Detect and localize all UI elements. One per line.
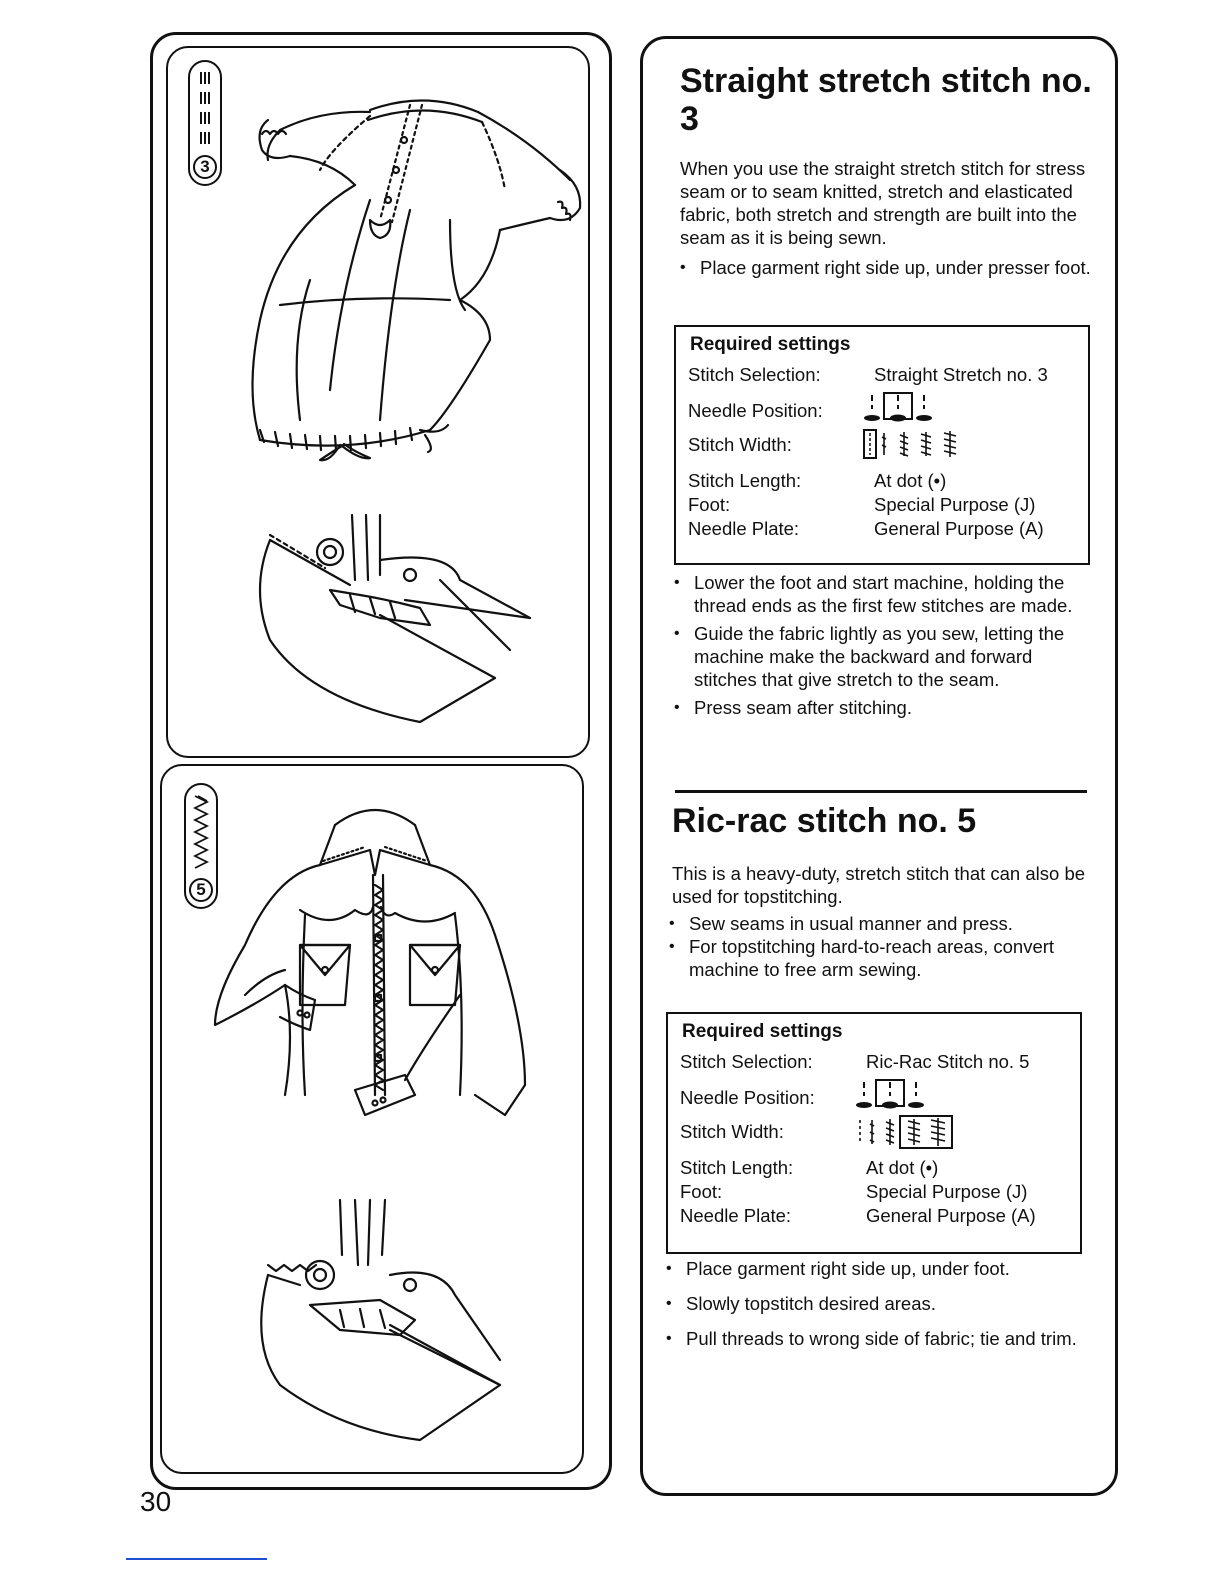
list-item: • Place garment right side up, under presser foot.	[678, 256, 1098, 279]
sewing-foot-ric-rac-illustration	[240, 1195, 520, 1445]
section-intro: This is a heavy-duty, stretch stitch that can also be used for topstitching.	[672, 863, 1086, 907]
section-title-ric-rac: Ric-rac stitch no. 5	[672, 802, 977, 840]
instruction-list	[664, 1257, 1086, 1362]
list-item: • Place garment right side up, under foot.	[664, 1257, 1086, 1280]
needle-position-center-icon	[854, 1076, 926, 1112]
setting-label: Needle Position:	[680, 1087, 815, 1108]
stitch-width-wide-icon	[854, 1114, 954, 1150]
required-settings-box	[674, 325, 1090, 565]
page-number: 30	[140, 1486, 172, 1517]
setting-label: Stitch Selection:	[688, 364, 821, 385]
setting-value: General Purpose (A)	[874, 518, 1044, 539]
setting-value: At dot (•)	[866, 1157, 939, 1178]
setting-label: Foot:	[680, 1181, 723, 1202]
list-item: • Guide the fabric lightly as you sew, letting the machine make the backward and forward stitches that give stretch to the seam.	[672, 622, 1092, 691]
stitch-number: 5	[189, 878, 213, 902]
setting-value: At dot (•)	[874, 470, 947, 491]
list-item: • Lower the foot and start machine, holding the thread ends as the first few stitches are made.	[672, 571, 1092, 617]
required-settings-box	[666, 1012, 1082, 1254]
setting-label: Stitch Width:	[688, 434, 792, 455]
needle-position-center-icon	[862, 389, 934, 425]
section-divider	[675, 790, 1087, 793]
smock-dress-illustration	[220, 90, 590, 470]
setting-label: Needle Plate:	[680, 1205, 792, 1226]
setting-label: Stitch Length:	[688, 470, 802, 491]
instruction-list	[672, 571, 1092, 724]
stitch-number: 3	[193, 155, 217, 179]
setting-value: Straight Stretch no. 3	[874, 364, 1048, 385]
list-item: • Pull threads to wrong side of fabric; tie and trim.	[664, 1327, 1086, 1350]
footer-rule	[126, 1558, 267, 1560]
list-item: • Slowly topstitch desired areas.	[664, 1292, 1086, 1315]
section-title-straight-stretch: Straight stretch stitch no. 3	[680, 62, 1092, 139]
setting-label: Needle Plate:	[688, 518, 800, 539]
setting-value: Ric-Rac Stitch no. 5	[866, 1051, 1030, 1072]
western-shirt-illustration	[205, 795, 545, 1130]
list-item: • Press seam after stitching.	[672, 696, 1092, 719]
setting-label: Stitch Selection:	[680, 1051, 813, 1072]
instruction-list	[667, 912, 1089, 981]
setting-label: Needle Position:	[688, 400, 823, 421]
instruction-list	[678, 256, 1098, 279]
section-intro: When you use the straight stretch stitch for stress seam or to seam knitted, stretch and elasticated fabric, both stretch and strength are built into the seam as it is being sewn.	[680, 158, 1086, 248]
setting-value: Special Purpose (J)	[866, 1181, 1028, 1202]
setting-label: Stitch Length:	[680, 1157, 794, 1178]
list-item: • Sew seams in usual manner and press.	[667, 912, 1089, 935]
setting-value: General Purpose (A)	[866, 1205, 1036, 1226]
setting-label: Foot:	[688, 494, 731, 515]
straight-stretch-stitch-icon	[197, 62, 213, 155]
setting-value: Special Purpose (J)	[874, 494, 1036, 515]
settings-heading: Required settings	[690, 334, 851, 355]
setting-label: Stitch Width:	[680, 1121, 784, 1142]
stitch-badge-3	[188, 60, 222, 186]
stitch-width-narrow-icon	[862, 427, 962, 461]
list-item: • For topstitching hard-to-reach areas, convert machine to free arm sewing.	[667, 935, 1089, 981]
settings-heading: Required settings	[682, 1021, 843, 1042]
sewing-foot-straight-stitch-illustration	[230, 500, 540, 730]
